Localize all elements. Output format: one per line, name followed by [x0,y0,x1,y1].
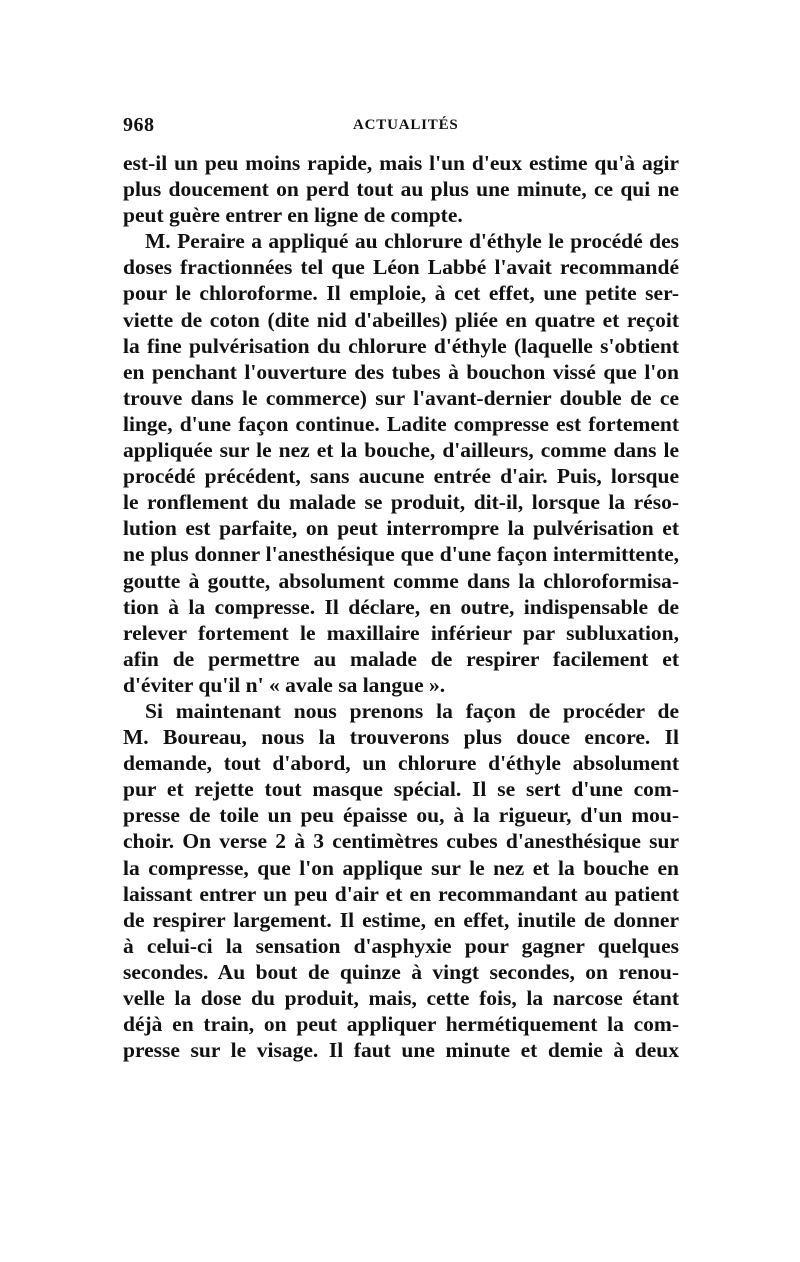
body-text [123,150,679,1063]
text-line: velle la dose du produit, mais, cette fois, la narcose étant [123,986,679,1010]
text-line: linge, d'une façon continue. Ladite compresse est fortement [123,411,679,436]
text-line: peut guère entrer en ligne de compte. [123,203,463,228]
running-head [123,114,679,138]
text-line: d'éviter qu'il n' « avale sa langue ». [123,672,446,697]
text-line: tion à la compresse. Il déclare, en outre, indispensable de [123,594,679,619]
text-line: afin de permettre au malade de respirer facilement et [123,646,679,671]
text-line: viette de coton (dite nid d'abeilles) pliée en quatre et reçoit [123,307,679,332]
text-line: Si maintenant nous prenons la façon de procéder de [145,698,679,723]
text-line: la compresse, que l'on applique sur le nez et la bouche en [123,855,679,880]
text-line: secondes. Au bout de quinze à vingt secondes, on renou- [123,959,679,984]
text-line: pur et rejette tout masque spécial. Il se sert d'une com- [123,777,679,802]
text-line: presse sur le visage. Il faut une minute et demie à deux [123,1038,679,1063]
text-line: plus doucement on perd tout au plus une minute, ce qui ne [123,177,679,202]
text-line: déjà en train, on peut appliquer hermétiquement la com- [123,1012,679,1037]
text-line: appliquée sur le nez et la bouche, d'ailleurs, comme dans le [123,438,679,463]
text-line: trouve dans le commerce) sur l'avant-dernier double de ce [123,385,679,410]
text-line: à celui-ci la sensation d'asphyxie pour gagner quelques [123,933,679,958]
text-line: demande, tout d'abord, un chlorure d'éthyle absolument [123,751,679,776]
paragraph [123,150,679,228]
paragraph [123,228,679,698]
text-line: la fine pulvérisation du chlorure d'éthyle (laquelle s'obtient [123,333,679,358]
text-line: est-il un peu moins rapide, mais l'un d'eux estime qu'à agir [123,151,679,175]
text-line: de respirer largement. Il estime, en effet, inutile de donner [123,907,679,932]
page-number: 968 [123,114,155,136]
text-line: laissant entrer un peu d'air et en recommandant au patient [123,881,679,906]
text-line: goutte à goutte, absolument comme dans la chloroformisa- [123,568,679,593]
text-line: doses fractionnées tel que Léon Labbé l'avait recommandé [123,255,679,280]
text-line: relever fortement le maxillaire inférieur par subluxation, [123,620,679,645]
text-line: ne plus donner l'anesthésique que d'une façon intermittente, [123,542,679,567]
paragraph [123,698,679,1063]
text-line: pour le chloroforme. Il emploie, à cet effet, une petite ser- [123,281,679,306]
text-line: en penchant l'ouverture des tubes à bouchon vissé que l'on [123,359,679,384]
text-line: M. Boureau, nous la trouverons plus douce encore. Il [123,725,679,750]
text-line: procédé précédent, sans aucune entrée d'air. Puis, lorsque [123,464,679,489]
text-line: M. Peraire a appliqué au chlorure d'éthyle le procédé des [145,229,679,254]
running-title: ACTUALITÉS [353,117,459,133]
text-line: choir. On verse 2 à 3 centimètres cubes d'anesthésique sur [123,829,679,854]
text-line: le ronflement du malade se produit, dit-il, lorsque la réso- [123,490,679,515]
text-line: lution est parfaite, on peut interrompre la pulvérisation et [123,516,679,541]
text-line: presse de toile un peu épaisse ou, à la rigueur, d'un mou- [123,803,679,828]
